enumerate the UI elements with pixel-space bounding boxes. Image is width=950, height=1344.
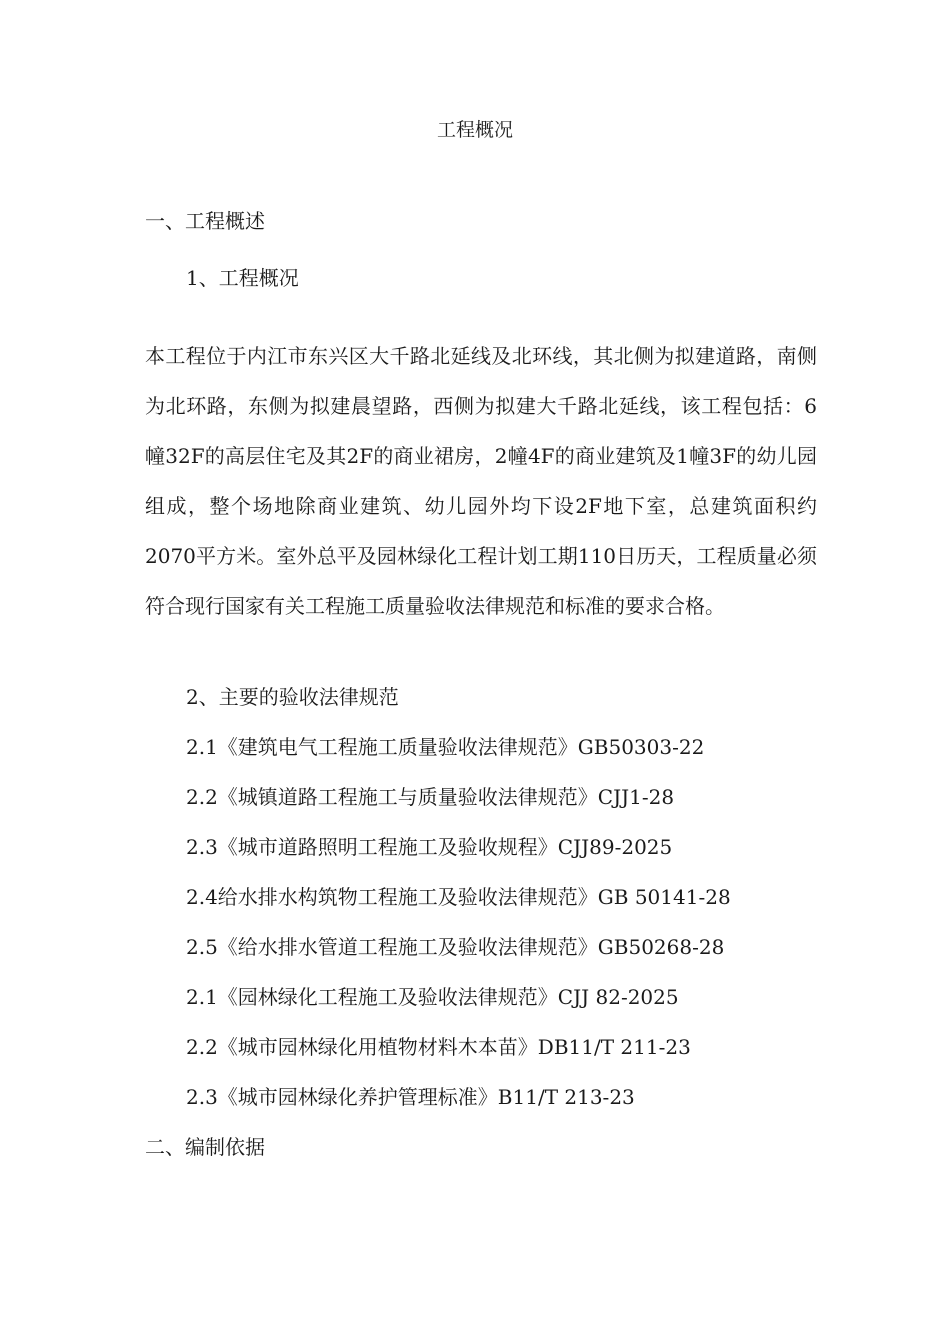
standard-item: 2.5《给水排水管道工程施工及验收法律规范》GB50268-28 bbox=[186, 935, 725, 959]
project-description-paragraph: 本工程位于内江市东兴区大千路北延线及北环线，其北侧为拟建道路，南侧为北环路，东侧为拟建晨望路，西侧为拟建大千路北延线，该工程包括：6幢32F的高层住宅及其2F的商业裙房，2幢4F的商业建筑及1幢3F的幼儿园组成，整个场地除商业建筑、幼儿园外均下设2F地下室，总建筑面积约2070平方米。室外总平及园林绿化工程计划工期110日历天，工程质量必须符合现行国家有关工程施工质量验收法律规范和标准的要求合格。 bbox=[145, 344, 817, 618]
standard-item: 2.1《建筑电气工程施工质量验收法律规范》GB50303-22 bbox=[186, 735, 705, 759]
subsection-heading-standards: 2、主要的验收法律规范 bbox=[186, 685, 399, 709]
page-title: 工程概况 bbox=[436, 119, 513, 141]
standard-item: 2.2《城市园林绿化用植物材料木本苗》DB11/T 211-23 bbox=[186, 1035, 691, 1059]
section-heading-basis: 二、编制依据 bbox=[145, 1135, 265, 1159]
standard-item: 2.2《城镇道路工程施工与质量验收法律规范》CJJ1-28 bbox=[186, 785, 675, 809]
standard-item: 2.4给水排水构筑物工程施工及验收法律规范》GB 50141-28 bbox=[186, 885, 731, 909]
section-heading-overview: 一、工程概述 bbox=[145, 209, 265, 233]
subsection-heading-project-overview: 1、工程概况 bbox=[186, 266, 299, 290]
standard-item: 2.1《园林绿化工程施工及验收法律规范》CJJ 82-2025 bbox=[186, 985, 679, 1009]
standard-item: 2.3《城市道路照明工程施工及验收规程》CJJ89-2025 bbox=[186, 835, 673, 859]
standard-item: 2.3《城市园林绿化养护管理标准》B11/T 213-23 bbox=[186, 1085, 635, 1109]
